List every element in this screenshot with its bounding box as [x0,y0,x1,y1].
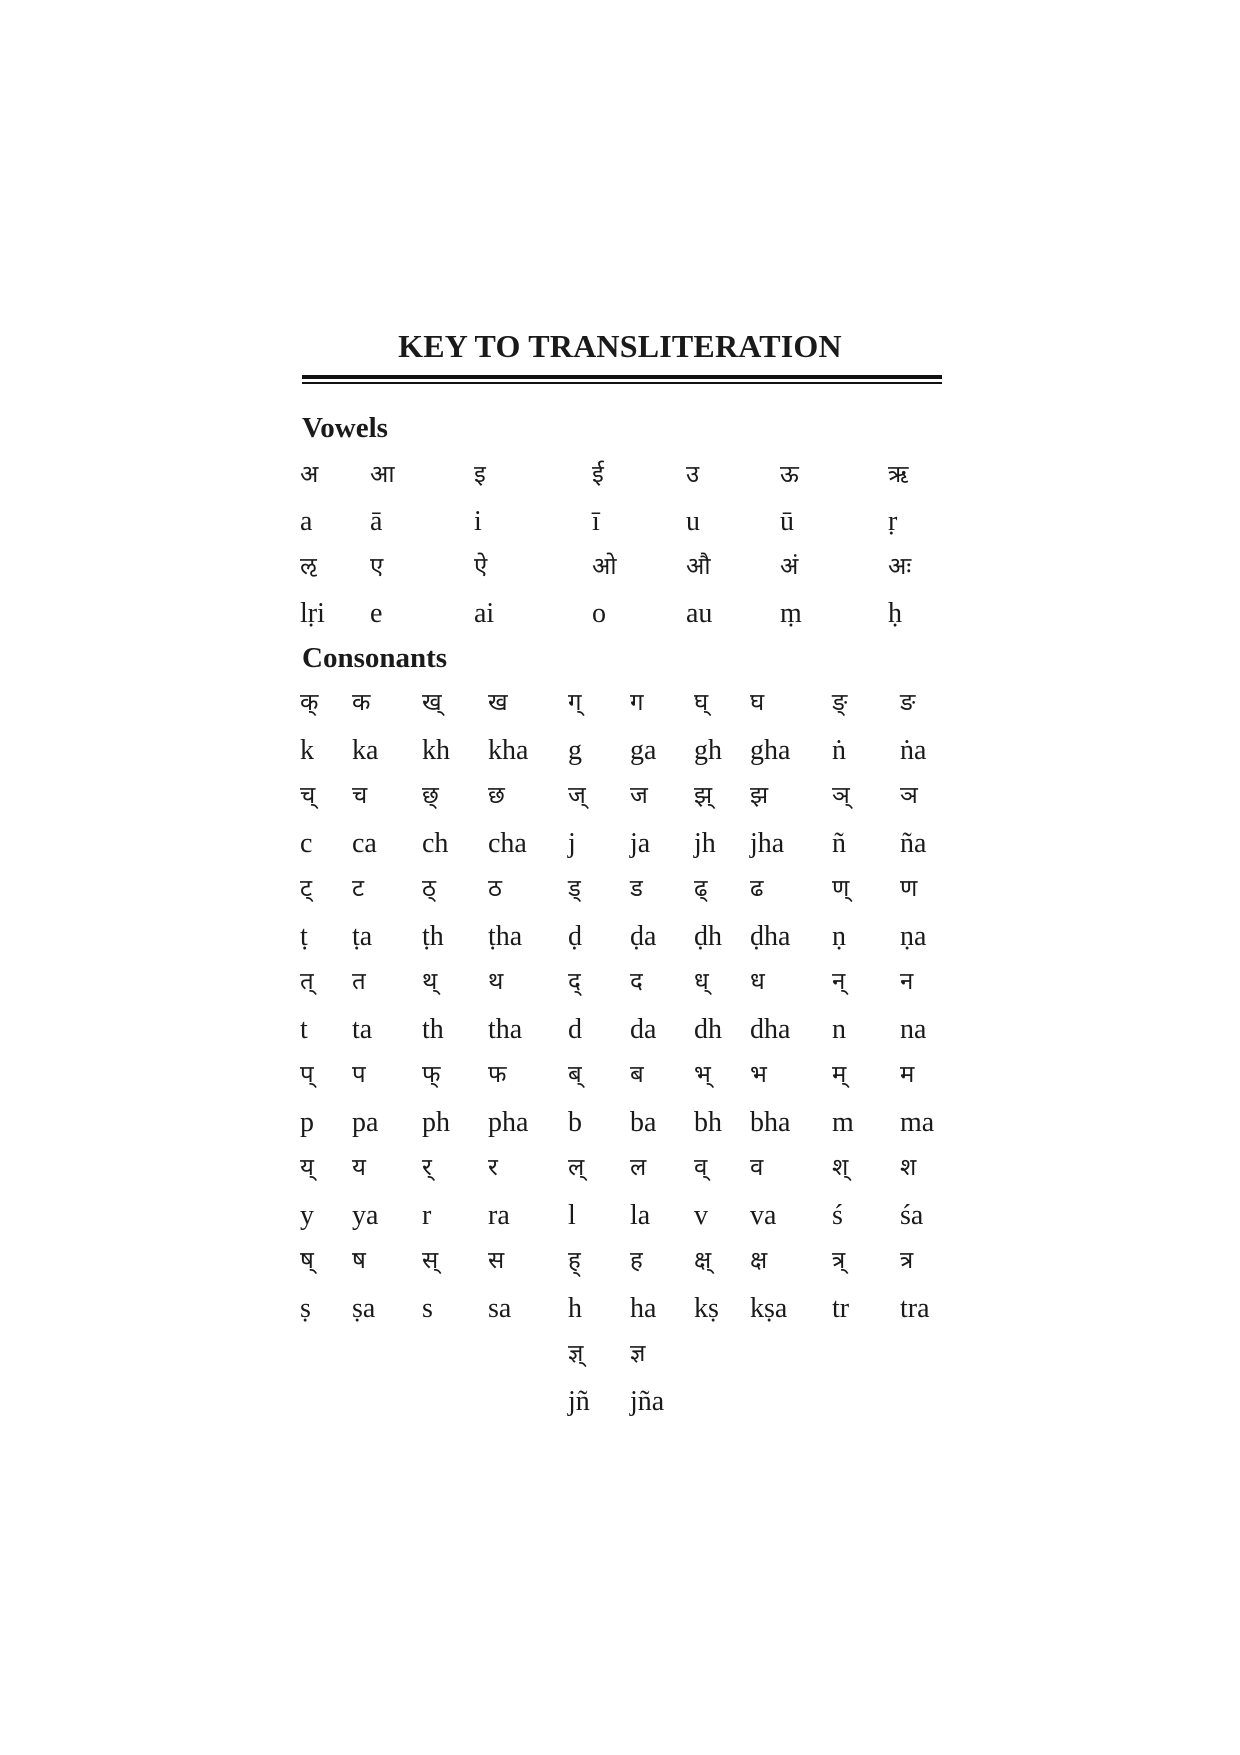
vowel-devanagari-0-4: उ [686,460,700,488]
consonant-devanagari-10-4: ल् [568,1153,585,1181]
vowel-devanagari-0-1: आ [370,460,395,488]
consonant-roman-9-4: b [568,1106,582,1138]
consonant-devanagari-12-2: स् [422,1246,439,1274]
consonant-devanagari-10-0: य् [300,1153,314,1181]
consonant-devanagari-2-9: ञ [900,781,918,809]
consonant-roman-11-6: v [694,1199,708,1231]
consonant-roman-1-2: kh [422,734,450,766]
page-title: KEY TO TRANSLITERATION [398,328,842,364]
consonant-devanagari-4-6: ढ् [694,874,708,902]
consonant-devanagari-10-1: य [352,1153,366,1181]
consonant-roman-13-7: kṣa [750,1292,788,1324]
consonant-roman-5-1: ṭa [352,920,373,952]
consonant-roman-7-1: ta [352,1013,373,1045]
consonant-roman-11-1: ya [352,1199,379,1231]
consonant-roman-7-9: na [900,1013,927,1045]
vowel-roman-3-1: e [370,598,383,629]
consonant-roman-11-2: r [422,1199,432,1231]
consonant-roman-1-3: kha [488,734,529,766]
consonant-devanagari-12-3: स [488,1246,505,1274]
consonant-roman-5-4: ḍ [568,920,582,952]
consonant-roman-1-1: ka [352,734,379,766]
vowel-roman-3-4: au [686,598,713,629]
consonant-roman-5-5: ḍa [630,920,657,952]
consonant-roman-5-0: ṭ [300,920,308,952]
consonant-roman-7-5: da [630,1013,657,1045]
consonant-devanagari-4-1: ट [352,874,365,902]
consonant-devanagari-0-8: ङ् [832,688,848,716]
consonant-devanagari-12-0: ष् [300,1246,314,1274]
consonant-devanagari-6-9: न [900,967,914,995]
consonant-devanagari-8-4: ब् [568,1060,582,1088]
consonant-roman-5-7: ḍha [750,920,791,952]
vowel-devanagari-0-0: अ [300,460,319,488]
vowels-heading: Vowels [302,412,388,444]
consonant-roman-13-0: ṣ [300,1292,311,1324]
consonant-devanagari-12-1: ष [352,1246,366,1274]
vowel-roman-3-3: o [592,598,606,629]
consonant-devanagari-2-7: झ [750,781,769,809]
consonant-roman-9-6: bh [694,1106,722,1138]
vowel-devanagari-0-6: ऋ [888,460,909,488]
consonant-roman-5-9: ṇa [900,920,927,952]
consonant-roman-11-3: ra [488,1199,510,1231]
consonant-roman-7-8: n [832,1013,846,1045]
consonant-roman-13-8: tr [832,1292,850,1324]
vowel-roman-1-2: i [474,506,482,537]
vowel-roman-1-4: u [686,506,700,537]
consonant-devanagari-2-3: छ [488,781,505,809]
vowel-devanagari-2-4: औ [686,552,711,580]
consonant-roman-3-3: cha [488,827,527,859]
consonant-devanagari-10-9: श [900,1153,917,1181]
consonant-roman-9-5: ba [630,1106,657,1138]
consonant-devanagari-8-0: प् [300,1060,314,1088]
consonant-devanagari-8-1: प [352,1060,366,1088]
consonant-devanagari-0-2: ख् [422,688,442,716]
consonant-devanagari-10-3: र [488,1153,498,1181]
consonant-roman-7-3: tha [488,1013,523,1045]
consonant-roman-5-6: ḍh [694,920,722,952]
consonant-devanagari-12-9: त्र [900,1246,914,1274]
consonant-devanagari-12-8: त्र् [832,1246,846,1274]
consonant-roman-3-4: j [568,827,576,859]
consonant-roman-11-0: y [300,1199,314,1231]
consonant-roman-1-4: g [568,734,582,766]
consonant-devanagari-12-5: ह [630,1246,643,1274]
consonant-devanagari-6-8: न् [832,967,846,995]
consonant-roman-3-0: c [300,827,313,859]
consonant-devanagari-8-7: भ [750,1060,767,1088]
consonant-roman-9-8: m [832,1106,854,1138]
consonant-roman-9-2: ph [422,1106,450,1138]
consonant-devanagari-6-6: ध् [694,967,709,995]
consonant-devanagari-4-9: ण [900,874,918,902]
consonant-roman-13-5: ha [630,1292,657,1324]
consonant-roman-9-1: pa [352,1106,379,1138]
consonant-roman-7-0: t [300,1013,308,1045]
consonant-roman-3-7: jha [750,827,785,859]
vowel-roman-3-2: ai [474,598,495,629]
consonant-devanagari-14-4: ज्ञ् [568,1339,584,1367]
consonant-roman-5-8: ṇ [832,920,846,952]
consonant-roman-7-6: dh [694,1013,722,1045]
consonant-devanagari-6-1: त [352,967,366,995]
consonant-devanagari-10-7: व [750,1153,764,1181]
consonant-devanagari-4-4: ड् [568,874,581,902]
consonant-roman-1-0: k [300,734,314,766]
consonant-roman-11-4: l [568,1199,576,1231]
consonant-devanagari-8-5: ब [630,1060,644,1088]
consonant-roman-3-2: ch [422,827,449,859]
consonant-devanagari-6-3: थ [488,967,504,995]
consonant-roman-3-9: ña [900,827,927,859]
consonant-devanagari-4-2: ठ् [422,874,436,902]
consonant-devanagari-4-0: ट् [300,874,313,902]
consonant-roman-1-9: ṅa [900,734,927,766]
consonant-devanagari-6-7: ध [750,967,765,995]
consonant-roman-5-3: ṭha [488,920,523,952]
vowel-roman-3-0: lṛi [300,598,325,629]
consonant-devanagari-14-5: ज्ञ [630,1339,646,1367]
consonant-devanagari-8-3: फ [488,1060,507,1088]
consonant-roman-3-8: ñ [832,827,846,859]
consonant-roman-7-7: dha [750,1013,791,1045]
title-rule-thin [302,382,942,384]
consonant-devanagari-10-2: र् [422,1153,432,1181]
vowel-devanagari-2-1: ए [370,552,384,580]
consonant-roman-13-2: s [422,1292,433,1324]
consonant-devanagari-2-1: च [352,781,368,809]
vowel-devanagari-2-5: अं [780,552,799,580]
consonant-roman-11-9: śa [900,1199,924,1231]
title-rule-thick [302,375,942,379]
consonant-devanagari-8-9: म [900,1060,915,1088]
consonant-devanagari-6-0: त् [300,967,314,995]
consonant-devanagari-6-4: द् [568,967,581,995]
consonant-roman-7-4: d [568,1013,582,1045]
vowel-roman-1-1: ā [370,506,383,537]
consonant-devanagari-0-9: ङ [900,688,916,716]
consonant-devanagari-4-8: ण् [832,874,850,902]
consonant-devanagari-12-7: क्ष [750,1246,768,1274]
vowel-roman-3-5: ṃ [780,598,802,629]
consonant-devanagari-8-8: म् [832,1060,847,1088]
consonant-roman-13-4: h [568,1292,582,1324]
consonant-devanagari-12-6: क्ष् [694,1246,712,1274]
consonant-devanagari-2-4: ज् [568,781,586,809]
consonant-roman-7-2: th [422,1013,444,1045]
consonant-devanagari-6-2: थ् [422,967,438,995]
consonant-devanagari-0-4: ग् [568,688,582,716]
vowel-devanagari-0-2: इ [474,460,486,488]
consonant-devanagari-2-2: छ् [422,781,439,809]
consonant-devanagari-2-6: झ् [694,781,713,809]
vowel-devanagari-2-6: अः [888,552,912,580]
consonant-roman-3-1: ca [352,827,377,859]
consonant-roman-11-7: va [750,1199,777,1231]
consonant-devanagari-8-2: फ् [422,1060,441,1088]
consonant-devanagari-10-6: व् [694,1153,708,1181]
consonants-heading: Consonants [302,642,448,674]
consonant-devanagari-2-8: ञ् [832,781,850,809]
consonant-devanagari-0-1: क [352,688,371,716]
vowel-roman-1-6: ṛ [888,506,898,537]
consonant-devanagari-4-3: ठ [488,874,502,902]
consonant-roman-5-2: ṭh [422,920,444,952]
consonant-devanagari-6-5: द [630,967,643,995]
consonant-roman-9-7: bha [750,1106,791,1138]
consonant-roman-3-5: ja [630,827,651,859]
consonant-roman-9-3: pha [488,1106,529,1138]
vowel-roman-3-6: ḥ [888,598,902,629]
consonant-roman-9-0: p [300,1106,314,1138]
consonant-devanagari-0-3: ख [488,688,508,716]
consonant-roman-13-1: ṣa [352,1292,376,1324]
consonant-devanagari-12-4: ह् [568,1246,581,1274]
consonant-devanagari-2-0: च् [300,781,316,809]
consonant-roman-11-8: ś [832,1199,843,1231]
consonant-devanagari-8-6: भ् [694,1060,711,1088]
consonant-roman-1-5: ga [630,734,657,766]
vowel-devanagari-0-3: ई [592,460,604,488]
vowel-devanagari-2-0: ऌ [300,552,317,580]
consonant-roman-1-6: gh [694,734,722,766]
consonant-roman-13-3: sa [488,1292,512,1324]
vowel-devanagari-2-2: ऐ [474,552,488,580]
consonant-devanagari-0-6: घ् [694,688,709,716]
consonant-devanagari-10-5: ल [630,1153,647,1181]
vowel-devanagari-2-3: ओ [592,552,617,580]
consonant-devanagari-0-0: क् [300,688,319,716]
consonant-roman-1-7: gha [750,734,791,766]
consonant-roman-1-8: ṅ [832,734,846,766]
consonant-devanagari-0-7: घ [750,688,765,716]
consonant-roman-15-4: jñ [568,1385,590,1417]
consonant-roman-9-9: ma [900,1106,935,1138]
consonant-devanagari-4-5: ड [630,874,643,902]
consonant-devanagari-2-5: ज [630,781,648,809]
consonant-roman-11-5: la [630,1199,651,1231]
vowel-roman-1-3: ī [592,506,600,537]
consonant-roman-15-5: jña [630,1385,665,1417]
consonant-devanagari-4-7: ढ [750,874,764,902]
consonant-roman-13-6: kṣ [694,1292,719,1324]
vowel-devanagari-0-5: ऊ [780,460,799,488]
vowel-roman-1-5: ū [780,506,794,537]
consonant-devanagari-0-5: ग [630,688,644,716]
consonant-roman-13-9: tra [900,1292,930,1324]
consonant-roman-3-6: jh [694,827,716,859]
vowel-roman-1-0: a [300,506,313,537]
consonant-devanagari-10-8: श् [832,1153,849,1181]
